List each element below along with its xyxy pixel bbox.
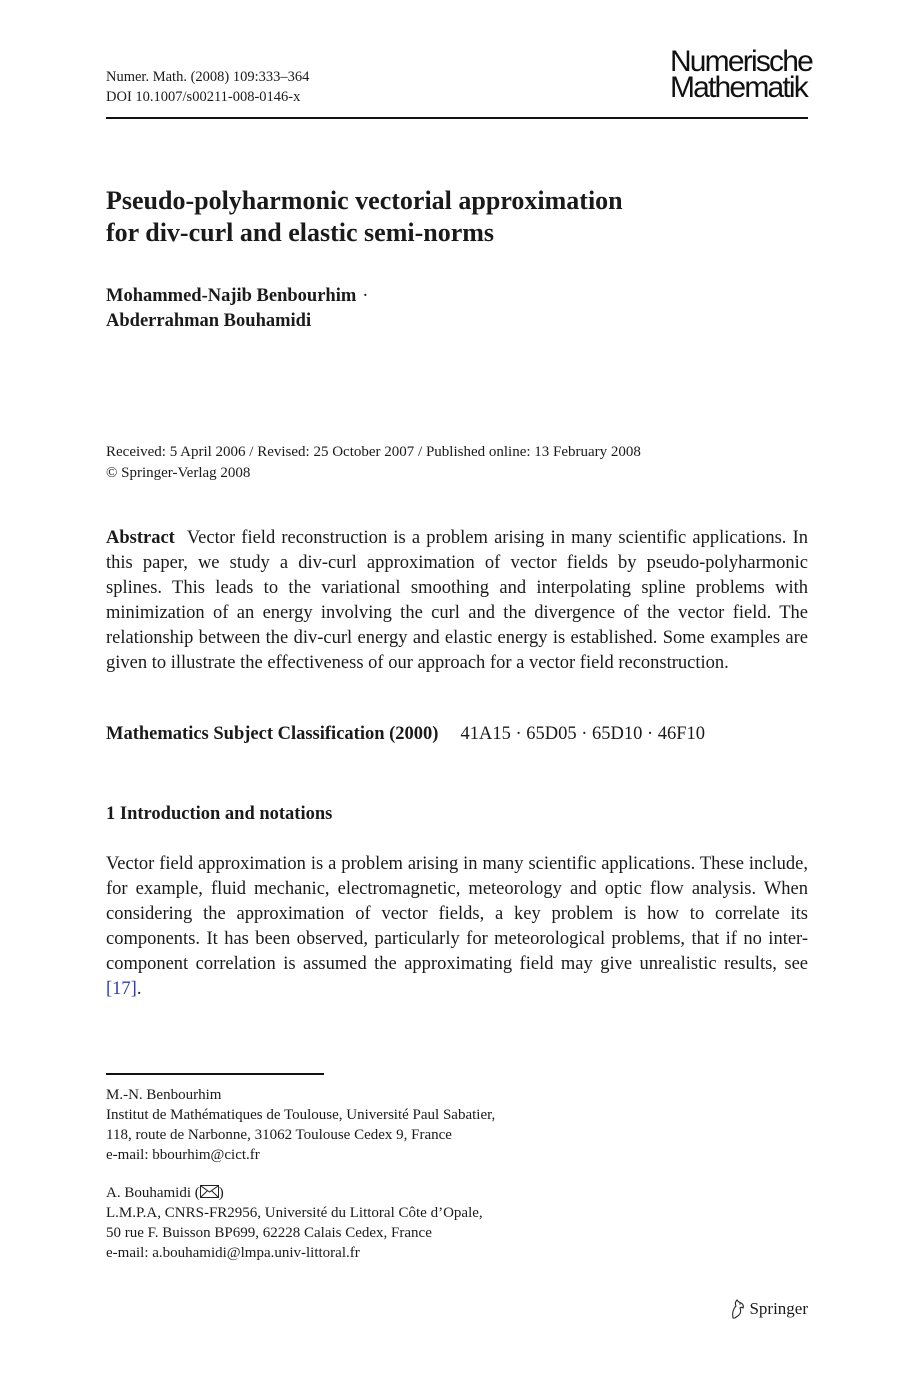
author-list [106,284,368,334]
affiliation-2 [106,1183,483,1263]
intro-paragraph [106,852,808,1002]
affiliation-2-name-close: ) [218,1185,224,1201]
affiliation-1 [106,1085,495,1165]
author-1: Mohammed-Najib Benbourhim [106,286,357,306]
doi: DOI 10.1007/s00211-008-0146-x [106,89,301,105]
paper-title [106,185,808,249]
journal-logo [669,45,812,104]
journal-logo-line1: Numerische [669,45,812,78]
intro-text: Vector field approximation is a problem arising in many scientific applications. These include, for example, fluid mechanic, electromagnetic, meteorology and optic flow analysis. When considering the approximation of vector fields, a key problem is how to correlate its components. It has been observed, particularly for meteorological problems, that if no inter-component correlation is assumed the approximating field may give unrealistic results, see [106,854,808,974]
journal-citation: Numer. Math. (2008) 109:333–364 [106,69,310,85]
msc-classification [106,722,808,747]
copyright: © Springer-Verlag 2008 [106,465,251,481]
publisher-name: Springer [749,1299,808,1318]
abstract [106,526,808,676]
journal-logo-line2: Mathematik [669,71,807,104]
section-heading: 1 Introduction and notations [106,804,333,824]
author-separator: · [362,286,369,306]
title-line-1: Pseudo-polyharmonic vectorial approximation [106,186,623,215]
publisher-mark [729,1298,808,1320]
affiliation-2-name: A. Bouhamidi ( [106,1185,200,1201]
footnote-divider [106,1073,324,1075]
affiliation-2-email: e-mail: a.bouhamidi@lmpa.univ-littoral.fr [106,1245,360,1261]
abstract-label: Abstract [106,528,175,548]
affiliation-2-line2: 50 rue F. Buisson BP699, 62228 Calais Cedex, France [106,1225,432,1241]
msc-codes: 41A15 · 65D05 · 65D10 · 46F10 [460,724,706,744]
springer-horse-icon [729,1299,745,1319]
affiliation-1-email: e-mail: bbourhim@cict.fr [106,1147,260,1163]
header-citation-block [106,67,309,107]
affiliation-1-name: M.-N. Benbourhim [106,1087,222,1103]
intro-text-end: . [136,979,142,999]
envelope-icon [200,1185,219,1198]
affiliation-1-line2: 118, route de Narbonne, 31062 Toulouse Cedex 9, France [106,1127,452,1143]
title-line-2: for div-curl and elastic semi-norms [106,218,495,247]
abstract-text: Vector field reconstruction is a problem arising in many scientific applications. In this paper, we study a div-curl approximation of vector fields by pseudo-polyharmonic splines. This leads to the variational smoothing and interpolating spline problems with minimization of an energy involving the curl and the divergence of the vector field. The relationship between the div-curl energy and elastic energy is established. Some examples are given to illustrate the effectiveness of our approach for a vector field reconstruction. [106,528,808,673]
header-divider [106,117,808,119]
received-dates: Received: 5 April 2006 / Revised: 25 October 2007 / Published online: 13 February 2008 [106,444,641,460]
publication-dates [106,442,641,484]
msc-label: Mathematics Subject Classification (2000) [106,724,439,744]
affiliation-1-line1: Institut de Mathématiques de Toulouse, Université Paul Sabatier, [106,1107,496,1123]
author-2: Abderrahman Bouhamidi [106,311,312,331]
citation-link[interactable]: [17] [106,979,137,999]
affiliation-2-line1: L.M.P.A, CNRS-FR2956, Université du Littoral Côte d’Opale, [106,1205,483,1221]
